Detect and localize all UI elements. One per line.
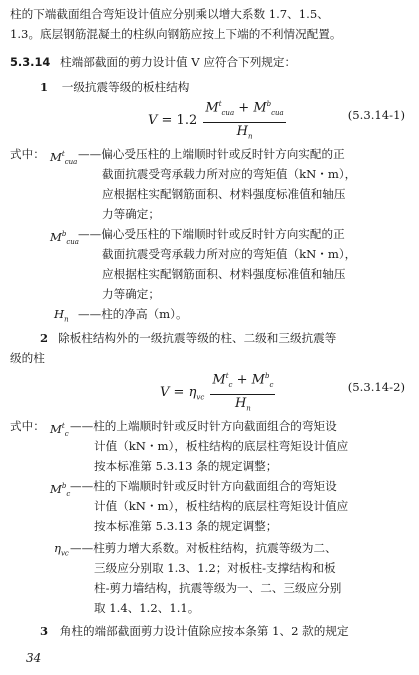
formula-2-fraction (210, 368, 275, 417)
symbol: $M^b_c$ (50, 481, 71, 499)
definition-text: ——柱的净高（m）。 (78, 307, 188, 321)
formula-1-eq: = 1.2 (161, 112, 198, 128)
item-2-number: 2 (40, 331, 49, 345)
item-3-number: 3 (40, 624, 49, 638)
intro-line-2: 1.3。底层钢筋混凝土的柱纵向钢筋应按上下端的不利情况配置。 (10, 27, 342, 41)
section-heading (10, 52, 408, 72)
formula-1-numerator: $M^t_{cua} + M^b_{cua}$ (203, 96, 285, 123)
symbol: $H_n$ (54, 307, 69, 324)
intro-paragraph (10, 4, 408, 44)
section-title: 柱端部截面的剪力设计值 V 应符合下列规定： (60, 55, 297, 69)
formula-1-number: (5.3.14-1) (347, 108, 405, 122)
formula-5-3-14-1 (0, 96, 419, 140)
symbol: $M^b_{cua}$ (50, 229, 79, 247)
formula-1-fraction (203, 96, 285, 145)
formula-1-denominator: $H_n$ (236, 123, 253, 141)
intro-line-1: 柱的下端截面组合弯矩设计值应分别乘以增大系数 1.7、1.5、 (10, 7, 329, 21)
def-mb-cua (10, 224, 408, 304)
symbol: $M^t_{cua}$ (50, 149, 78, 167)
def-mt-c: 式中： $M^t_c$ ——柱的上端顺时针或反时针方向截面组合的弯矩设 计值（kN・m），板柱结构的底层柱弯矩设计值应 按本标准第 5.3.13 条的规定调整； (10, 416, 408, 476)
item-3 (40, 621, 408, 641)
item-1-number: 1 (40, 80, 49, 94)
formula-2-denominator: $H_n$ (234, 395, 251, 413)
symbol: $\eta_{vc}$ (54, 541, 69, 558)
formula-1-lhs: V (148, 112, 158, 128)
formula-5-3-14-2 (0, 368, 419, 412)
definition-text: ——偏心受压柱的上端顺时针或反时针方向实配的正 截面抗震受弯承载力所对应的弯矩值（kN・m）， 应根据柱实配钢筋面积、材料强度标准值和轴压 力等确定； (78, 147, 357, 221)
definition-text: ——柱的上端顺时针或反时针方向截面组合的弯矩设 计值（kN・m），板柱结构的底层柱弯矩设计值应 按本标准第 5.3.13 条的规定调整； (70, 419, 349, 473)
def-mb-c (10, 476, 408, 536)
def-eta-vc (10, 538, 408, 618)
definition-text: ——偏心受压柱的下端顺时针或反时针方向实配的正 截面抗震受弯承载力所对应的弯矩值（kN・m）， 应根据柱实配钢筋面积、材料强度标准值和轴压 力等确定； (78, 227, 357, 301)
def-hn (10, 304, 408, 324)
symbol: $M^t_c$ (50, 421, 69, 439)
formula-2-number: (5.3.14-2) (347, 380, 405, 394)
formula-1-body (148, 96, 288, 145)
definition-text: ——柱剪力增大系数。对板柱结构，抗震等级为二、 三级应分别取 1.3、1.2；对板柱-支撑结构和板 柱-剪力墙结构，抗震等级为一、二、三级应分别 取 1.4、1.2、1.1。 (70, 541, 342, 615)
formula-2-numerator: $M^t_c + M^b_c$ (210, 368, 275, 395)
item-1 (40, 77, 408, 97)
item-2: 2 除板柱结构外的一级抗震等级的柱、二级和三级抗震等 级的柱 (10, 331, 337, 365)
formula-2-lhs: V (160, 384, 170, 400)
item-3-text: 角柱的端部截面剪力设计值除应按本条第 1、2 款的规定 (59, 624, 349, 638)
def-mt-cua: 式中： $M^t_{cua}$ ——偏心受压柱的上端顺时针或反时针方向实配的正 截面抗震受弯承载力所对应的弯矩值（kN・m）， 应根据柱实配钢筋面积、材料强度标准值和轴压 力等确定； (10, 144, 408, 224)
section-number: 5.3.14 (10, 55, 51, 69)
item-1-text: 一级抗震等级的板柱结构 (61, 80, 190, 94)
page-number: 34 (26, 651, 42, 665)
formula-2-body: $V = \eta_{vc}$ $\frac{M^t_c + M^b_c}{H_n}$ (160, 368, 277, 417)
definition-text: ——柱的下端顺时针或反时针方向截面组合的弯矩设 计值（kN・m），板柱结构的底层柱弯矩设计值应 按本标准第 5.3.13 条的规定调整； (70, 479, 349, 533)
